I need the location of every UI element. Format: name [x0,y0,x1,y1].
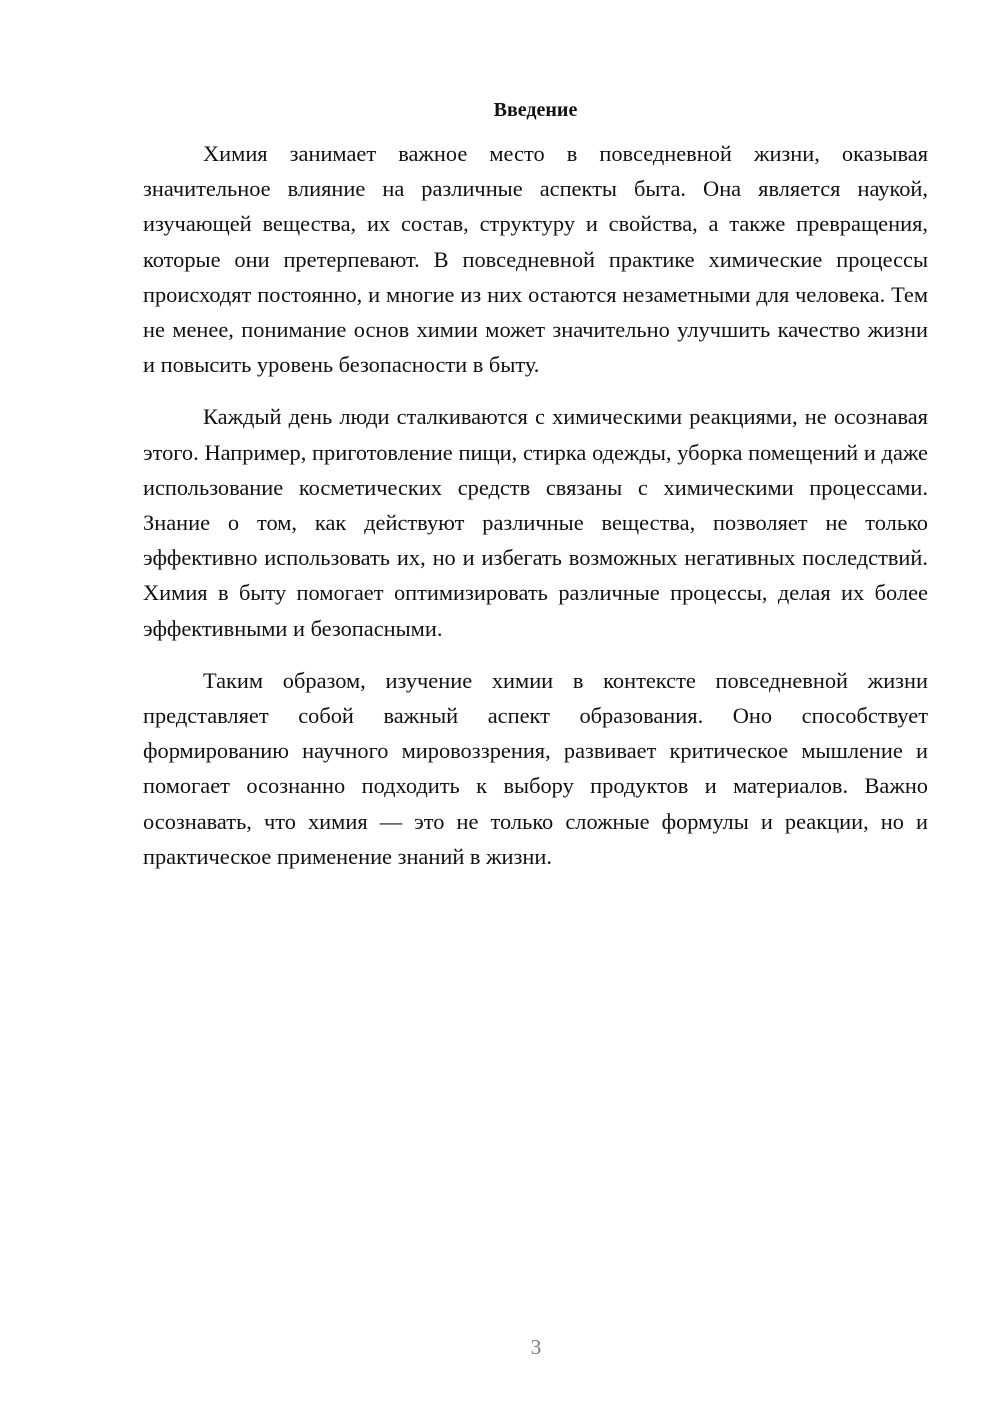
paragraph: Каждый день люди сталкиваются с химическими реакциями, не осознавая этого. Например, приготовление пищи, стирка одежды, уборка помещений и даже использование косметических средств связаны с химическими процессами. Знание о том, как действуют различные вещества, позволяет не только эффективно использовать их, но и избегать возможных негативных последствий. Химия в быту помогает оптимизировать различные процессы, делая их более эффективными и безопасными. [143,404,928,641]
page-content [143,96,928,891]
section-heading: Введение [493,99,578,121]
page-number: 3 [530,1335,542,1359]
paragraph: Химия занимает важное место в повседневной жизни, оказывая значительное влияние на различные аспекты быта. Она является наукой, изучающей вещества, их состав, структуру и свойства, а также превращения, которые они претерпевают. В повседневной практике химические процессы происходят постоянно, и многие из них остаются незаметными для человека. Тем не менее, понимание основ химии может значительно улучшить качество жизни и повысить уровень безопасности в быту. [143,141,928,378]
paragraph: Таким образом, изучение химии в контексте повседневной жизни представляет собой важный аспект образования. Оно способствует формированию научного мировоззрения, развивает критическое мышление и помогает осознанно подходить к выбору продуктов и материалов. Важно осознавать, что химия — это не только сложные формулы и реакции, но и практическое применение знаний в жизни. [143,667,928,869]
